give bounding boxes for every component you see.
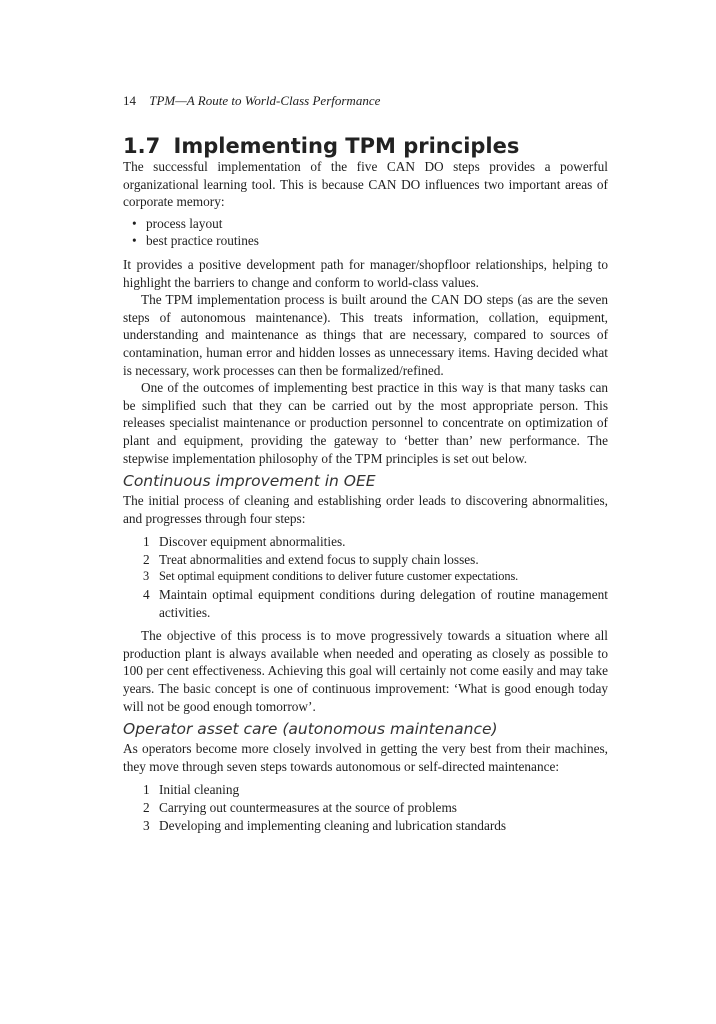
oee-step-list — [123, 533, 608, 621]
step-text: Discover equipment abnormalities. — [159, 534, 346, 550]
list-item — [123, 586, 608, 621]
operator-step-list — [123, 781, 608, 834]
step-text: Developing and implementing cleaning and lubrication standards — [159, 817, 507, 833]
bullet-icon: • — [132, 215, 137, 231]
list-item — [123, 817, 608, 835]
list-item — [123, 533, 608, 551]
subheading-oee: Continuous improvement in OEE — [123, 472, 376, 491]
running-head — [123, 93, 380, 109]
bullet-text: best practice routines — [146, 233, 259, 249]
step-number: 1 — [143, 534, 150, 550]
list-item — [123, 568, 608, 586]
oee-closing: The objective of this process is to move progressively towards a situation where all production plant is always available when needed and operating as closely as possible to 100 per cent effectiveness. Achieving this goal will certainly not come easily and may take years. The basic concept is one of continuous improvement: ‘What is good enough today will not be good enough tomorrow’. — [123, 628, 608, 714]
step-text: Set optimal equipment conditions to deliver future customer expectations. — [159, 569, 519, 584]
paragraph: The TPM implementation process is built around the CAN DO steps (as are the seven steps of autonomous maintenance). This treats information, collation, equipment, understanding and maintenance as things that are necessary, compared to sources of contamination, human error and hidden losses as unnecessary items. Having decided what is necessary, work processes can then be formalized/refined. — [123, 292, 608, 378]
step-text: Carrying out countermeasures at the source of problems — [159, 800, 457, 815]
oee-intro: The initial process of cleaning and establishing order leads to discovering abnormalities, and progresses through four steps: — [123, 493, 608, 526]
bullet-item — [132, 215, 608, 233]
page-number: 14 — [123, 93, 136, 108]
step-text: Maintain optimal equipment conditions during delegation of routine management activities. — [159, 587, 608, 620]
list-item — [123, 781, 608, 799]
step-number: 2 — [143, 551, 150, 567]
bullet-icon: • — [132, 233, 137, 249]
list-item — [123, 799, 608, 817]
bullet-item — [132, 232, 608, 250]
step-number: 4 — [143, 587, 150, 603]
subheading-operator: Operator asset care (autonomous maintenance) — [123, 720, 498, 739]
bullet-text: process layout — [146, 215, 223, 231]
running-title: TPM—A Route to World-Class Performance — [149, 93, 381, 108]
paragraph: One of the outcomes of implementing best practice in this way is that many tasks can be simplified such that they can be carried out by the most appropriate person. This releases specialist maintenance or production personnel to concentrate on optimization of plant and equipment, providing the gateway to ‘better than’ new performance. The stepwise implementation philosophy of the TPM principles is set out below. — [123, 380, 608, 466]
section-title: Implementing TPM principles — [173, 134, 520, 158]
section-heading — [123, 132, 519, 160]
step-number: 1 — [143, 782, 150, 798]
list-item — [123, 551, 608, 569]
step-number: 3 — [143, 569, 150, 584]
operator-intro: As operators become more closely involved in getting the very best from their machines, they move through seven steps towards autonomous or self-directed maintenance: — [123, 741, 608, 774]
bullet-list — [123, 215, 608, 250]
step-text: Initial cleaning — [159, 782, 240, 798]
step-number: 3 — [143, 817, 150, 833]
intro-paragraph: The successful implementation of the five CAN DO steps provides a powerful organizational learning tool. This is because CAN DO influences two important areas of corporate memory: — [123, 159, 608, 210]
step-number: 2 — [143, 800, 150, 815]
body-text — [123, 158, 608, 840]
paragraph: It provides a positive development path for manager/shopfloor relationships, helping to highlight the barriers to change and conform to world-class values. — [123, 256, 608, 290]
section-number: 1.7 — [123, 134, 161, 158]
step-text: Treat abnormalities and extend focus to supply chain losses. — [159, 551, 479, 567]
